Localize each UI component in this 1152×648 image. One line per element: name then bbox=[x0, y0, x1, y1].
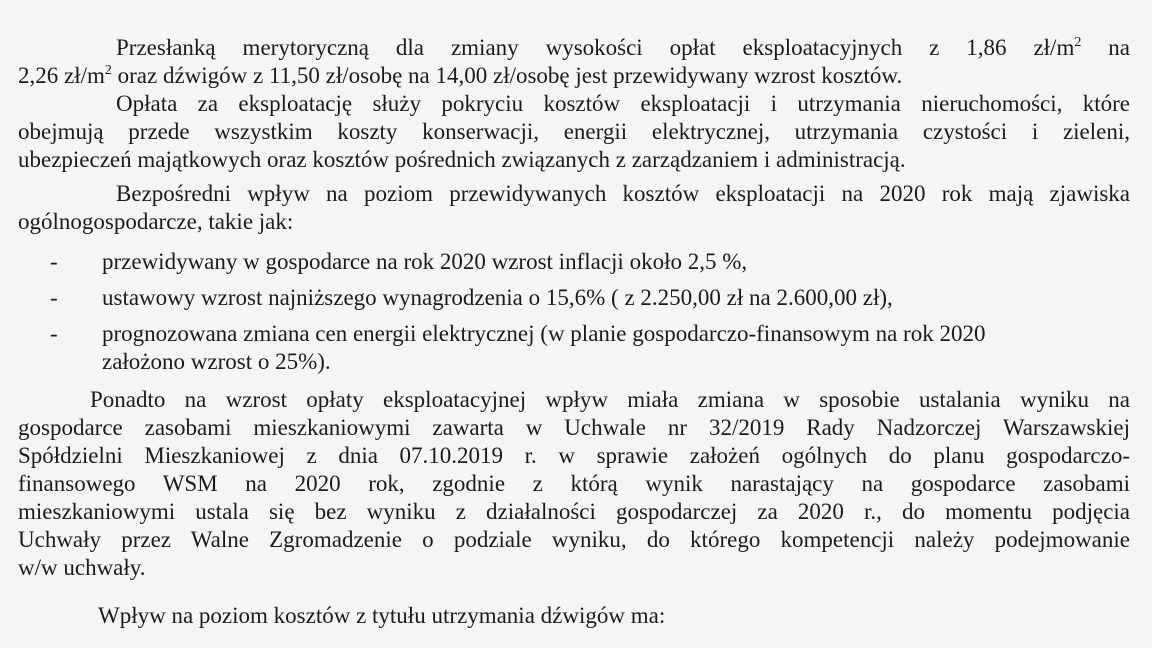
paragraph-line bbox=[18, 34, 1130, 62]
bullet-dash: - bbox=[50, 249, 58, 274]
list-item bbox=[50, 248, 1130, 276]
list-item-text: ustawowy wzrost najniższego wynagrodzenia o 15,6% ( z 2.250,00 zł na 2.600,00 zł), bbox=[102, 285, 893, 310]
text-run: na bbox=[1081, 35, 1130, 60]
paragraph-result-change bbox=[18, 386, 1130, 582]
paragraph-line: Uchwały przez Walne Zgromadzenie o podziale wyniku, do którego kompetencji należy podejmowanie bbox=[18, 527, 1130, 552]
list-item-text: prognozowana zmiana cen energii elektrycznej (w planie gospodarczo-finansowym na rok 2020 bbox=[102, 321, 986, 346]
paragraph-line: mieszkaniowymi ustala się bez wyniku z działalności gospodarczej za 2020 r., do momentu podjęcia bbox=[18, 499, 1130, 524]
paragraph-line: gospodarce zasobami mieszkaniowymi zawarta w Uchwale nr 32/2019 Rady Nadzorczej Warszawskiej bbox=[18, 415, 1130, 440]
paragraph-line: ubezpieczeń majątkowych oraz kosztów pośrednich związanych z zarządzaniem i administracją. bbox=[18, 147, 906, 172]
bullet-dash: - bbox=[50, 285, 58, 310]
paragraph-line bbox=[18, 62, 1130, 90]
superscript: 2 bbox=[1074, 35, 1082, 50]
paragraph-line: Bezpośredni wpływ na poziom przewidywanych kosztów eksploatacji na 2020 rok mają zjawiska bbox=[116, 181, 1130, 206]
paragraph-line: finansowego WSM na 2020 rok, zgodnie z którą wynik narastający na gospodarce zasobami bbox=[18, 471, 1130, 496]
paragraph-line: obejmują przede wszystkim koszty konserwacji, energii elektrycznej, utrzymania czystości i zieleni, bbox=[18, 119, 1130, 144]
superscript: 2 bbox=[104, 63, 112, 78]
paragraph-line: Wpływ na poziom kosztów z tytułu utrzymania dźwigów ma: bbox=[98, 603, 666, 628]
paragraph-line: Ponadto na wzrost opłaty eksploatacyjnej wpływ miała zmiana w sposobie ustalania wyniku na bbox=[90, 387, 1130, 412]
list-item bbox=[50, 320, 1130, 376]
list-item-text: przewidywany w gospodarce na rok 2020 wzrost inflacji około 2,5 %, bbox=[102, 249, 748, 274]
paragraph-economic-factors bbox=[18, 180, 1130, 236]
text-run: oraz dźwigów z 11,50 zł/osobę na 14,00 zł/osobę jest przewidywany wzrost kosztów. bbox=[111, 63, 903, 88]
list-item-text: założono wzrost o 25%). bbox=[102, 349, 331, 374]
list-item bbox=[50, 284, 1130, 312]
text-run: Przesłanką merytoryczną dla zmiany wysokości opłat eksploatacyjnych z 1,86 zł/m bbox=[116, 35, 1075, 60]
paragraph-line: ogólnogospodarcze, takie jak: bbox=[18, 209, 294, 234]
paragraph-fee-purpose bbox=[18, 90, 1130, 174]
paragraph-elevator-costs bbox=[18, 602, 1130, 630]
paragraph-line: Spółdzielni Mieszkaniowej z dnia 07.10.2019 r. w sprawie założeń ogólnych do planu gospodarczo- bbox=[18, 443, 1130, 468]
paragraph-fee-rationale bbox=[18, 34, 1130, 90]
text-run: 2,26 zł/m bbox=[18, 63, 105, 88]
paragraph-line: w/w uchwały. bbox=[18, 555, 146, 580]
bullet-dash: - bbox=[50, 321, 58, 346]
paragraph-line: Opłata za eksploatację służy pokryciu kosztów eksploatacji i utrzymania nieruchomości, które bbox=[116, 91, 1130, 116]
